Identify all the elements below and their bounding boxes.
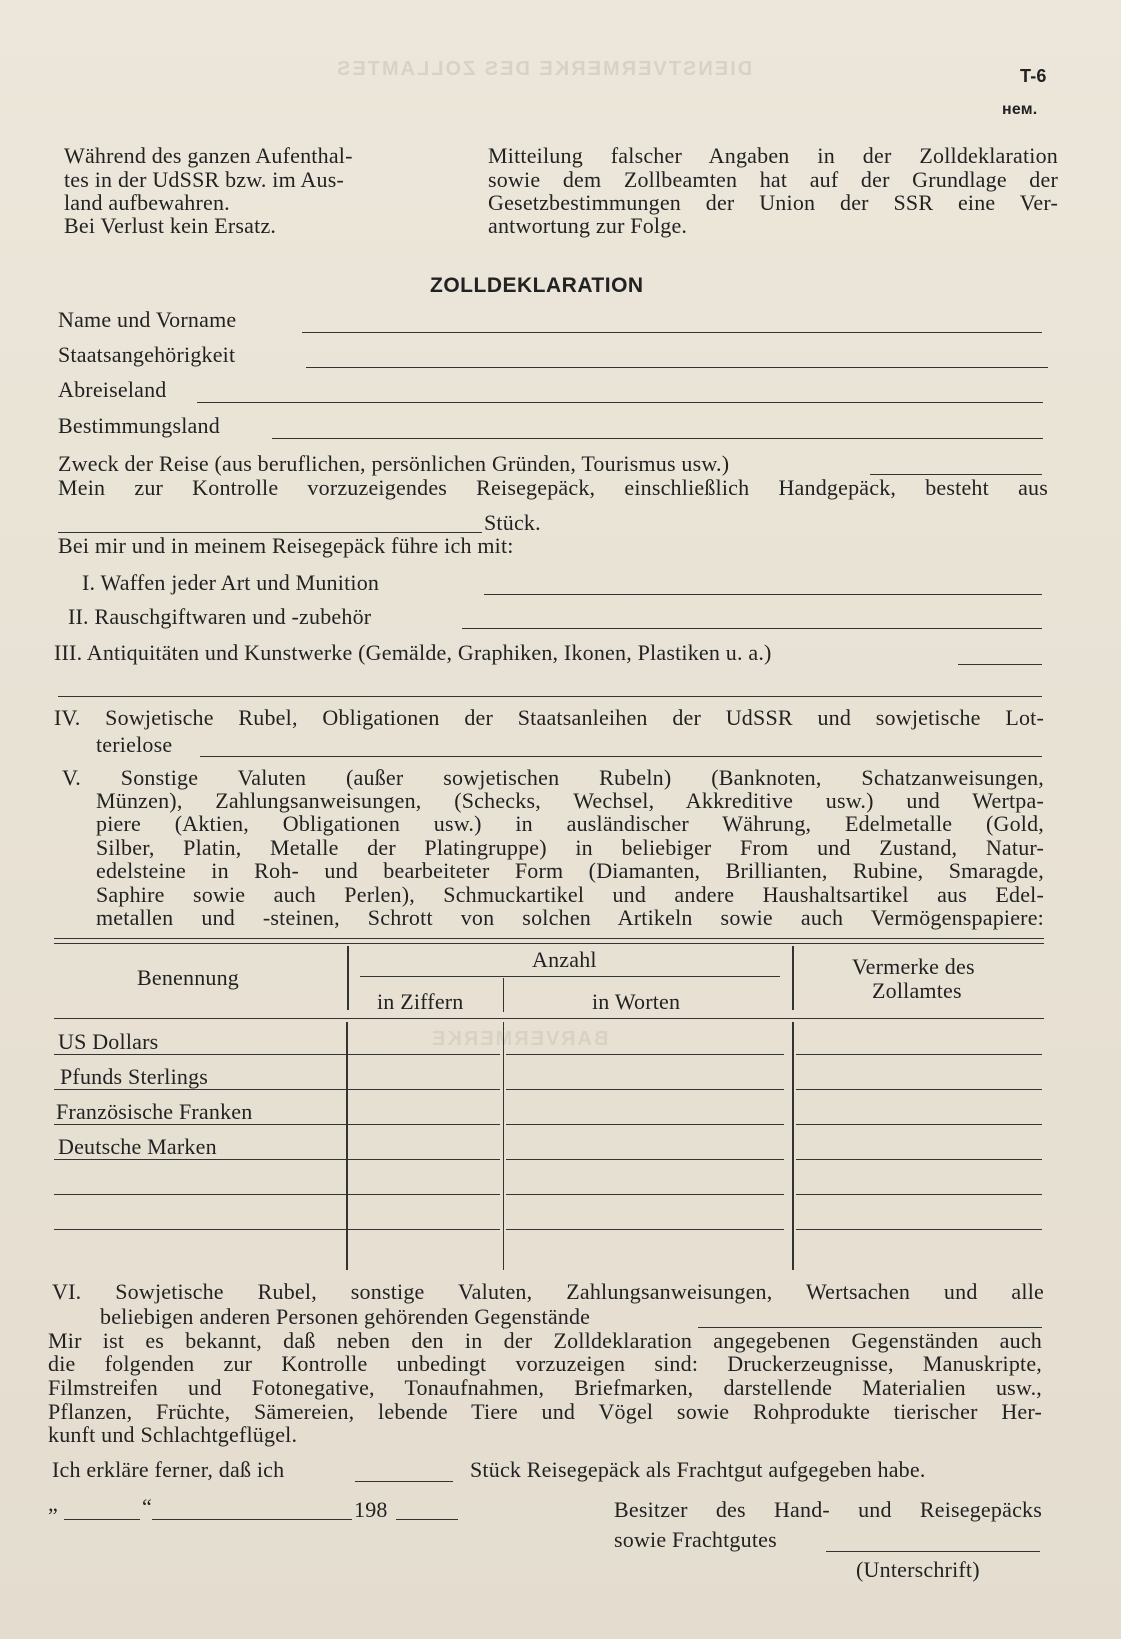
owner-label: Besitzer des Hand- und Reisegepäcks bbox=[614, 1497, 1042, 1522]
luggage-pieces-label: Stück. bbox=[484, 510, 541, 535]
destination-line[interactable] bbox=[272, 438, 1043, 439]
table-entry-line[interactable] bbox=[506, 1089, 784, 1090]
table-entry-line[interactable] bbox=[796, 1194, 1042, 1195]
notice-left-line: Bei Verlust kein Ersatz. bbox=[64, 213, 277, 238]
table-divider bbox=[792, 946, 794, 1010]
col-header-remarks: Vermerke des bbox=[852, 954, 975, 979]
table-entry-line[interactable] bbox=[796, 1159, 1042, 1160]
table-entry-line[interactable] bbox=[796, 1124, 1042, 1125]
table-entry-line[interactable] bbox=[54, 1229, 388, 1230]
item-rubles-label-2: terielose bbox=[96, 732, 173, 757]
col-header-name: Benennung bbox=[137, 965, 240, 990]
currency-name: Pfunds Sterlings bbox=[60, 1064, 209, 1089]
citizenship-line[interactable] bbox=[306, 367, 1048, 368]
col-header-digits: in Ziffern bbox=[377, 989, 464, 1014]
date-month-line[interactable] bbox=[152, 1519, 352, 1520]
table-entry-line[interactable] bbox=[350, 1229, 500, 1230]
table-column-line bbox=[503, 1022, 504, 1270]
table-column-line bbox=[792, 1022, 794, 1270]
notice-left-line: tes in der UdSSR bzw. im Aus- bbox=[64, 167, 344, 192]
form-code: T-6 bbox=[1020, 66, 1047, 86]
table-entry-line[interactable] bbox=[54, 1194, 388, 1195]
ghost-heading-reverse-2: BARVERMERKE bbox=[430, 1028, 609, 1050]
table-subheader-rule bbox=[360, 976, 780, 977]
currency-name: Deutsche Marken bbox=[58, 1134, 217, 1159]
item-others-label: VI. Sowjetische Rubel, sonstige Valuten, Zahlungsanweisungen, Wertsachen und alle bbox=[52, 1279, 1044, 1304]
date-quote-close: “ bbox=[142, 1494, 152, 1519]
purpose-label: Zweck der Reise (aus beruflichen, persönlichen Gründen, Tourismus usw.) bbox=[58, 451, 730, 476]
items-intro: Bei mir und in meinem Reisegepäck führe ich mit: bbox=[58, 533, 514, 558]
table-entry-line[interactable] bbox=[796, 1229, 1042, 1230]
item-rubles-label: IV. Sowjetische Rubel, Obligationen der Staatsanleihen der UdSSR und sowjetische Lot- bbox=[54, 705, 1044, 730]
table-entry-line[interactable] bbox=[350, 1194, 500, 1195]
table-divider bbox=[347, 946, 349, 1010]
control-notice-line: Pflanzen, Früchte, Sämereien, lebende Tiere und Vögel sowie Rohprodukte tierischer Her- bbox=[48, 1399, 1042, 1424]
table-entry-line[interactable] bbox=[350, 1089, 500, 1090]
currency-name: US Dollars bbox=[58, 1029, 159, 1054]
control-notice-line: kunft und Schlachtgeflügel. bbox=[48, 1422, 298, 1447]
item-valuta-line: V. Sonstige Valuten (außer sowjetischen Rubeln) (Banknoten, Schatzanweisungen, bbox=[62, 765, 1044, 790]
item-valuta-line: Saphire sowie auch Perlen), Schmuckartikel und andere Haushaltsartikel aus Edel- bbox=[96, 882, 1044, 907]
item-drugs-label: II. Rauschgiftwaren und -zubehör bbox=[68, 604, 372, 629]
declaration-text: Ich erkläre ferner, daß ich bbox=[52, 1457, 285, 1482]
table-divider bbox=[503, 978, 504, 1012]
table-entry-line[interactable] bbox=[350, 1159, 500, 1160]
owner-label-2: sowie Frachtgutes bbox=[614, 1527, 777, 1552]
table-entry-line[interactable] bbox=[796, 1054, 1042, 1055]
departure-label: Abreiseland bbox=[58, 377, 167, 402]
currency-name: Französische Franken bbox=[56, 1099, 253, 1124]
table-entry-line[interactable] bbox=[350, 1054, 500, 1055]
notice-right-line: sowie dem Zollbeamten hat auf der Grundlage der bbox=[488, 167, 1058, 192]
date-year-prefix: 198 bbox=[354, 1497, 388, 1522]
item-weapons-line[interactable] bbox=[484, 594, 1042, 595]
luggage-label: Mein zur Kontrolle vorzuzeigendes Reisegepäck, einschließlich Handgepäck, besteht aus bbox=[58, 475, 1048, 500]
control-notice-line: die folgenden zur Kontrolle unbedingt vorzuzeigen sind: Druckerzeugnisse, Manuskripte, bbox=[48, 1351, 1042, 1376]
notice-right-line: antwortung zur Folge. bbox=[488, 213, 688, 238]
item-rubles-line[interactable] bbox=[200, 756, 1042, 757]
signature-caption: (Unterschrift) bbox=[856, 1557, 980, 1582]
table-entry-line[interactable] bbox=[350, 1124, 500, 1125]
table-top-rule-2 bbox=[54, 943, 1044, 944]
item-valuta-line: piere (Aktien, Obligationen usw.) in ausländischer Währung, Edelmetalle (Gold, bbox=[96, 811, 1044, 836]
table-entry-line[interactable] bbox=[506, 1124, 784, 1125]
table-entry-line[interactable] bbox=[796, 1089, 1042, 1090]
name-line[interactable] bbox=[302, 332, 1042, 333]
notice-left-line: Während des ganzen Aufenthal- bbox=[64, 143, 353, 168]
table-entry-line[interactable] bbox=[54, 1054, 388, 1055]
table-header-bottom-rule bbox=[54, 1018, 1044, 1019]
item-others-label-2: beliebigen anderen Personen gehörenden Gegenstände bbox=[100, 1304, 591, 1329]
ghost-heading-reverse: DIENSTVERMERKE DES ZOLLAMTES bbox=[335, 58, 753, 80]
table-entry-line[interactable] bbox=[506, 1054, 784, 1055]
notice-left-line: land aufbewahren. bbox=[64, 190, 230, 215]
table-column-line bbox=[346, 1022, 348, 1270]
table-top-rule bbox=[54, 938, 1044, 939]
table-entry-line[interactable] bbox=[506, 1194, 784, 1195]
table-entry-line[interactable] bbox=[506, 1159, 784, 1160]
date-day-line[interactable] bbox=[64, 1519, 140, 1520]
citizenship-label: Staatsangehörigkeit bbox=[58, 342, 236, 367]
table-entry-line[interactable] bbox=[506, 1229, 784, 1230]
name-label: Name und Vorname bbox=[58, 307, 237, 332]
control-notice-line: Mir ist es bekannt, daß neben den in der Zolldeklaration angegebenen Gegenständen auch bbox=[48, 1328, 1042, 1353]
signature-line[interactable] bbox=[826, 1551, 1040, 1552]
item-antiques-line-2[interactable] bbox=[58, 696, 1042, 697]
date-quote-open: „ bbox=[48, 1491, 58, 1516]
item-weapons-label: I. Waffen jeder Art und Munition bbox=[82, 570, 380, 595]
item-valuta-line: Münzen), Zahlungsanweisungen, (Schecks, Wechsel, Akkreditive usw.) und Wertpa- bbox=[96, 788, 1044, 813]
col-header-remarks: Zollamtes bbox=[872, 978, 962, 1003]
control-notice-line: Filmstreifen und Fotonegative, Tonaufnahmen, Briefmarken, darstellende Materialien usw., bbox=[48, 1375, 1042, 1400]
col-header-words: in Worten bbox=[592, 989, 681, 1014]
declaration-count-line[interactable] bbox=[355, 1481, 453, 1482]
item-valuta-line: metallen und -steinen, Schrott von solchen Artikeln sowie auch Vermögenspapiere: bbox=[96, 905, 1044, 930]
table-entry-line[interactable] bbox=[54, 1089, 388, 1090]
table-entry-line[interactable] bbox=[54, 1124, 388, 1125]
notice-right-line: Gesetzbestimmungen der Union der SSR eine Ver- bbox=[488, 190, 1058, 215]
item-valuta-line: Silber, Platin, Metalle der Platingruppe) in beliebiger From und Zustand, Natur- bbox=[96, 835, 1044, 860]
item-antiques-line[interactable] bbox=[958, 664, 1042, 665]
item-drugs-line[interactable] bbox=[462, 628, 1042, 629]
departure-line[interactable] bbox=[197, 402, 1043, 403]
item-antiques-label: III. Antiquitäten und Kunstwerke (Gemälde, Graphiken, Ikonen, Plastiken u. a.) bbox=[54, 640, 772, 665]
date-year-line[interactable] bbox=[396, 1519, 458, 1520]
col-header-count: Anzahl bbox=[532, 947, 597, 972]
declaration-text-2: Stück Reisegepäck als Frachtgut aufgegeben habe. bbox=[470, 1457, 926, 1482]
item-valuta-line: edelsteine in Roh- und bearbeiteter Form (Diamanten, Brillianten, Rubine, Smaragde, bbox=[96, 858, 1044, 883]
notice-right-line: Mitteilung falscher Angaben in der Zolldeklaration bbox=[488, 143, 1058, 168]
language-mark: нем. bbox=[1002, 101, 1038, 118]
table-entry-line[interactable] bbox=[54, 1159, 388, 1160]
form-title: ZOLLDEKLARATION bbox=[430, 274, 644, 297]
destination-label: Bestimmungsland bbox=[58, 413, 220, 438]
